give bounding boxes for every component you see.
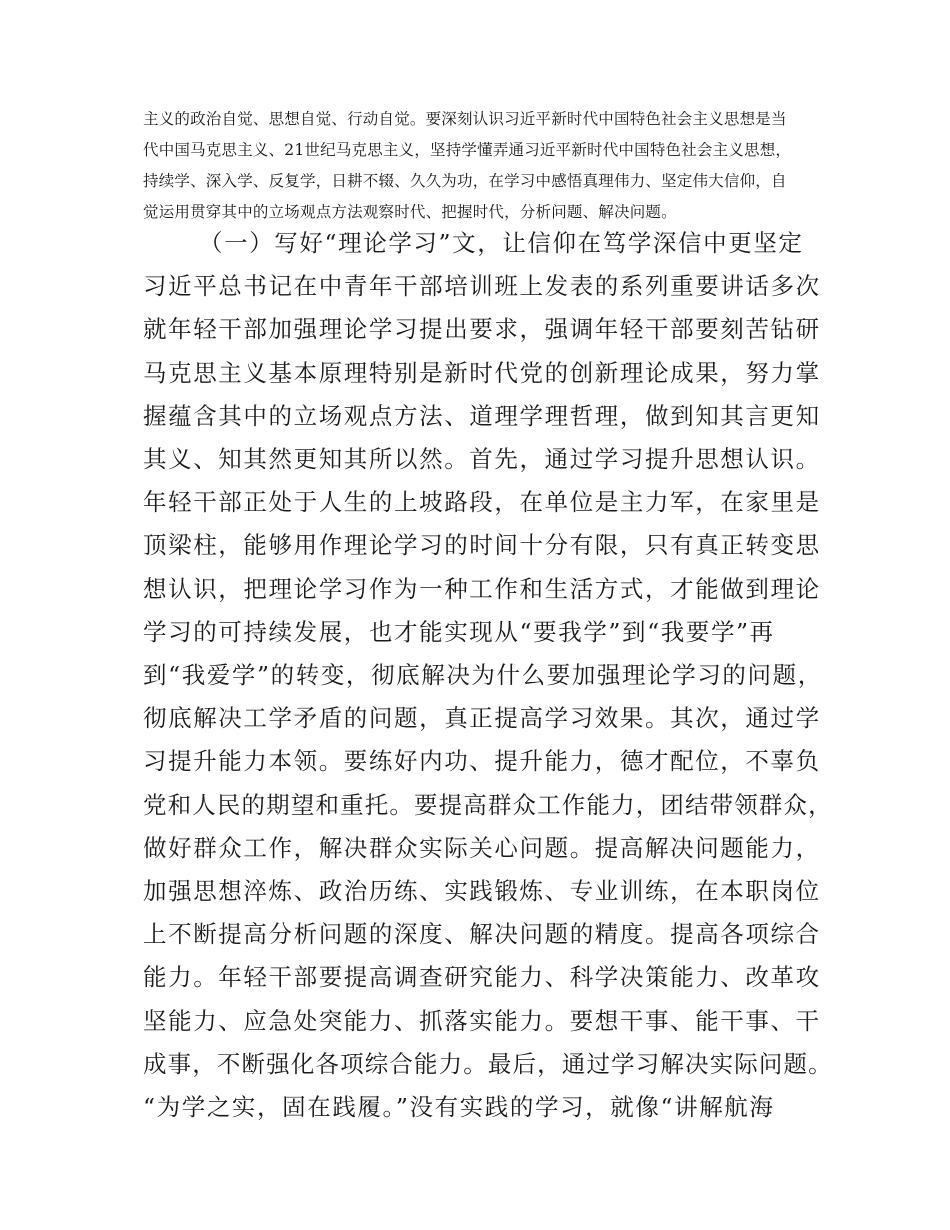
body-line: “为学之实，固在践履。”没有实践的学习，就像“讲解航海 (143, 1093, 775, 1121)
body-line: 马克思主义基本原理特别是新时代党的创新理论成果，努力掌 (143, 358, 821, 387)
body-line: 顶梁柱，能够用作理论学习的时间十分有限，只有真正转变思 (143, 531, 821, 560)
body-line: 习近平总书记在中青年干部培训班上发表的系列重要讲话多次 (143, 272, 821, 301)
intro-line: 持续学、深入学、反复学，日耕不辍、久久为功，在学习中感悟真理伟力、坚定伟大信仰，自 (143, 172, 787, 190)
body-line: 彻底解决工学矛盾的问题，真正提高学习效果。其次，通过学 (143, 704, 821, 733)
section-heading: （一）写好“理论学习”文，让信仰在笃学深信中更坚定 (199, 229, 804, 257)
body-line: 年轻干部正处于人生的上坡路段，在单位是主力军，在家里是 (143, 488, 821, 517)
body-line: 上不断提高分析问题的深度、解决问题的精度。提高各项综合 (143, 920, 821, 949)
body-line: 坚能力、应急处突能力、抓落实能力。要想干事、能干事、干 (143, 1006, 821, 1035)
body-line: 握蕴含其中的立场观点方法、道理学理哲理，做到知其言更知 (143, 401, 821, 430)
body-line: 党和人民的期望和重托。要提高群众工作能力，团结带领群众， (143, 790, 833, 819)
body-line: 成事，不断强化各项综合能力。最后，通过学习解决实际问题。 (143, 1049, 833, 1078)
body-line: 想认识，把理论学习作为一种工作和生活方式，才能做到理论 (143, 574, 821, 603)
body-line: 习提升能力本领。要练好内功、提升能力，德才配位，不辜负 (143, 747, 821, 776)
body-line: 加强思想淬炼、政治历练、实践锻炼、专业训练，在本职岗位 (143, 877, 821, 905)
intro-line: 觉运用贯穿其中的立场观点方法观察时代、把握时代，分析问题、解决问题。 (143, 203, 677, 221)
body-line: 学习的可持续发展，也才能实现从“要我学”到“我要学”再 (143, 617, 775, 646)
body-line: 就年轻干部加强理论学习提出要求，强调年轻干部要刻苦钻研 (143, 315, 821, 344)
body-line: 能力。年轻干部要提高调查研究能力、科学决策能力、改革攻 (143, 963, 821, 992)
body-line: 到“我爱学”的转变，彻底解决为什么要加强理论学习的问题， (143, 661, 823, 689)
body-line: 其义、知其然更知其所以然。首先，通过学习提升思想认识。 (143, 445, 821, 473)
intro-paragraph (143, 104, 833, 228)
intro-line: 代中国马克思主义、21世纪马克思主义，坚持学懂弄通习近平新时代中国特色社会主义思想， (143, 141, 792, 159)
intro-line: 主义的政治自觉、思想自觉、行动自觉。要深刻认识习近平新时代中国特色社会主义思想是当 (143, 110, 787, 128)
body-line: 做好群众工作，解决群众实际关心问题。提高解决问题能力， (143, 833, 821, 862)
